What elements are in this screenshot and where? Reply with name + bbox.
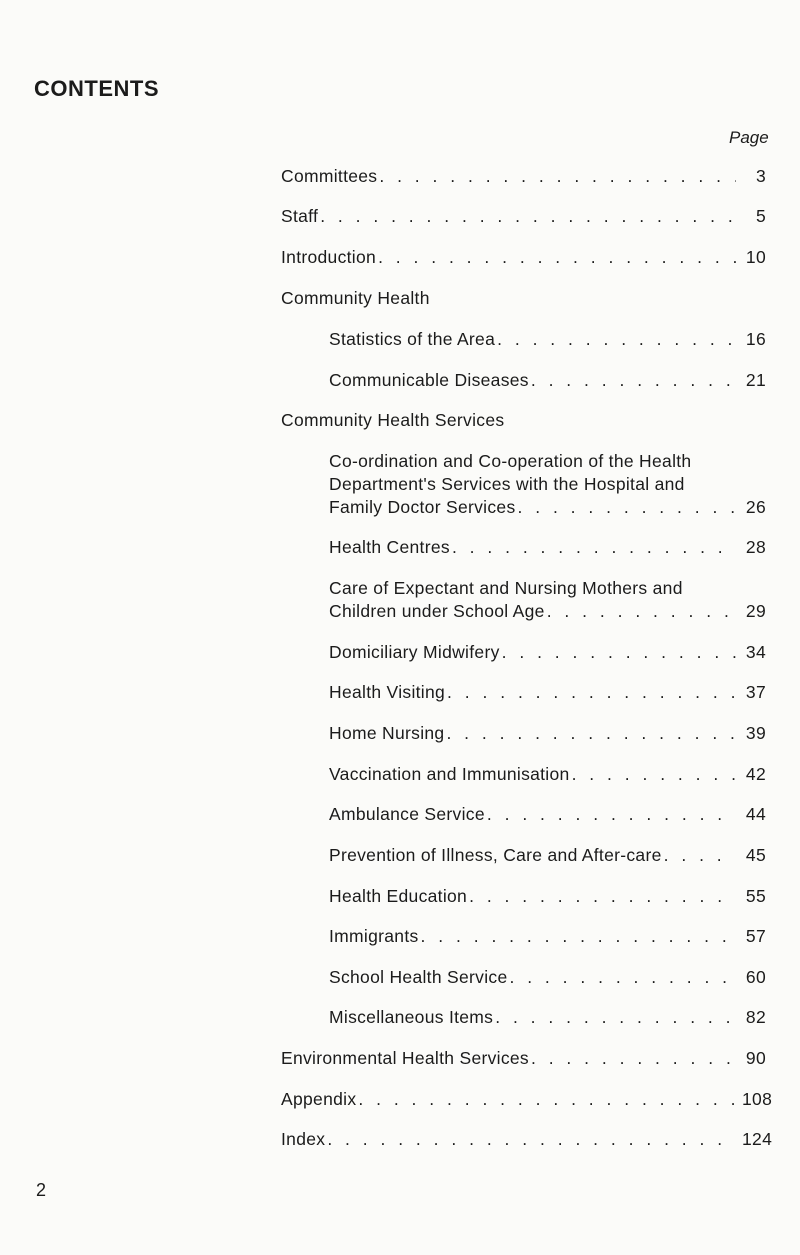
page-heading: CONTENTS [34, 76, 159, 101]
toc-entry-introduction[interactable] [281, 245, 766, 269]
toc-entry-page: 60 [745, 967, 766, 987]
toc-entry-index[interactable] [281, 1127, 773, 1151]
toc-entry-page: 29 [745, 601, 766, 621]
toc-entry-page: 34 [745, 642, 766, 662]
page-number: 2 [36, 1180, 47, 1200]
toc-entry-page: 42 [745, 764, 766, 784]
toc-entry-title: Family Doctor Services [329, 497, 516, 517]
toc-entry-environmental-health[interactable] [281, 1046, 766, 1070]
leader-dots [469, 884, 736, 908]
leader-dots [518, 495, 737, 519]
leader-dots [495, 1005, 736, 1029]
toc-entry-page: 10 [745, 247, 766, 267]
toc-entry-title: Health Centres [329, 537, 450, 557]
toc-entry-domiciliary-midwifery[interactable] [329, 640, 766, 664]
toc-entry-page: 90 [745, 1048, 766, 1068]
toc-entry-title: Communicable Diseases [329, 370, 529, 390]
toc-entry-title: Home Nursing [329, 723, 445, 743]
toc-entry-page: 108 [742, 1089, 773, 1109]
toc-entry-title: Committees [281, 166, 378, 186]
toc-entry-appendix[interactable] [281, 1087, 773, 1111]
toc-entry-health-education[interactable] [329, 884, 766, 908]
toc-entry-page: 16 [745, 329, 766, 349]
toc-entry-title: School Health Service [329, 967, 508, 987]
toc-entry-title: Introduction [281, 247, 377, 267]
toc-entry-vaccination[interactable] [329, 762, 766, 786]
toc-entry-title: Ambulance Service [329, 804, 485, 824]
toc-entry-miscellaneous-items[interactable] [329, 1005, 766, 1029]
toc-entry-page: 37 [745, 682, 766, 702]
leader-dots [664, 843, 736, 867]
toc-entry-health-visiting[interactable] [329, 680, 766, 704]
toc-entry-title: Immigrants [329, 926, 419, 946]
toc-entry-home-nursing[interactable] [329, 721, 766, 745]
toc-entry-page: 5 [755, 206, 766, 226]
toc-entry-page: 26 [745, 497, 766, 517]
toc-entry-page: 44 [745, 804, 766, 824]
toc-section-community-health-services: Community Health Services [281, 410, 505, 430]
leader-dots [547, 599, 736, 623]
leader-dots [447, 680, 736, 704]
toc-entry-prevention-of-illness[interactable] [329, 843, 766, 867]
toc-entry-title: Health Education [329, 886, 468, 906]
leader-dots [452, 535, 736, 559]
toc-entry-title: Statistics of the Area [329, 329, 496, 349]
toc-entry-page: 45 [745, 845, 766, 865]
toc-section-community-health: Community Health [281, 288, 430, 308]
leader-dots [502, 640, 736, 664]
leader-dots [487, 802, 736, 826]
toc-entry-school-health-service[interactable] [329, 965, 766, 989]
toc-entry-title: Miscellaneous Items [329, 1007, 494, 1027]
toc-entry-title: Prevention of Illness, Care and After-care [329, 845, 662, 865]
toc-entry-title: Health Visiting [329, 682, 446, 702]
leader-dots [572, 762, 736, 786]
toc-entry-health-centres[interactable] [329, 535, 766, 559]
toc-entry-page: 28 [745, 537, 766, 557]
leader-dots [378, 245, 736, 269]
toc-entry-title: Domiciliary Midwifery [329, 642, 500, 662]
toc-entry-page: 3 [755, 166, 766, 186]
toc-entry-statistics[interactable] [329, 327, 766, 351]
toc-entry-title: Environmental Health Services [281, 1048, 529, 1068]
toc-entry-staff[interactable] [281, 204, 766, 228]
leader-dots [358, 1087, 736, 1111]
toc-entry-title-line: Co-ordination and Co-operation of the Health [329, 451, 692, 471]
leader-dots [446, 721, 736, 745]
leader-dots [327, 1127, 736, 1151]
toc-entry-title: Index [281, 1129, 326, 1149]
toc-entry-care-of-expectant-mothers[interactable] [329, 599, 766, 623]
toc-entry-page: 57 [745, 926, 766, 946]
toc-entry-title-line: Department's Services with the Hospital and [329, 474, 685, 494]
leader-dots [509, 965, 736, 989]
toc-entry-ambulance-service[interactable] [329, 802, 766, 826]
toc-entry-committees[interactable] [281, 164, 766, 188]
toc-entry-title: Appendix [281, 1089, 357, 1109]
toc-entry-page: 55 [745, 886, 766, 906]
toc-entry-coordination[interactable] [329, 495, 766, 519]
toc-entry-page: 82 [745, 1007, 766, 1027]
leader-dots [531, 368, 736, 392]
leader-dots [379, 164, 736, 188]
toc-entry-title: Children under School Age [329, 601, 545, 621]
toc-entry-communicable-diseases[interactable] [329, 368, 766, 392]
toc-entry-page: 21 [745, 370, 766, 390]
leader-dots [531, 1046, 736, 1070]
toc-entry-immigrants[interactable] [329, 924, 766, 948]
toc-entry-page: 124 [742, 1129, 773, 1149]
toc-entry-title-line: Care of Expectant and Nursing Mothers and [329, 578, 683, 598]
toc-entry-title: Vaccination and Immunisation [329, 764, 570, 784]
leader-dots [421, 924, 736, 948]
page-column-label: Page [729, 128, 769, 147]
toc-entry-page: 39 [745, 723, 766, 743]
toc-entry-title: Staff [281, 206, 319, 226]
leader-dots [497, 327, 736, 351]
leader-dots [320, 204, 736, 228]
